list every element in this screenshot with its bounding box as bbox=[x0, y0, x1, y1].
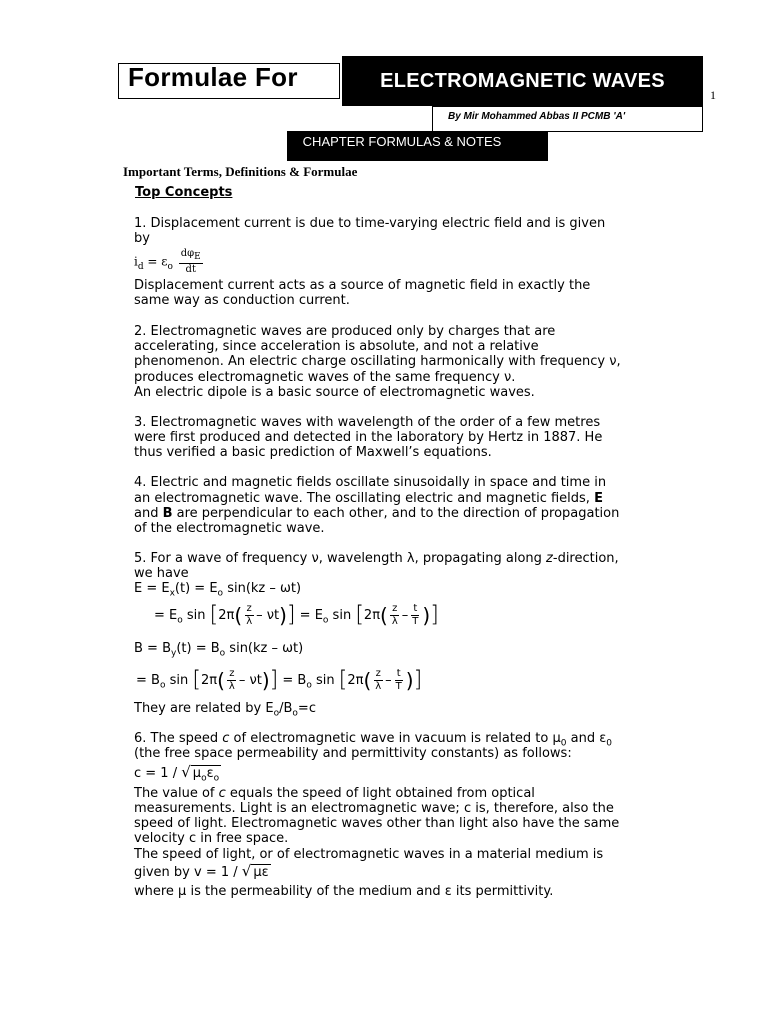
p2-line-3: phenomenon. An electric charge oscillating harmonically with frequency ν, bbox=[134, 354, 621, 369]
chapter-label: CHAPTER FORMULAS & NOTES bbox=[302, 134, 502, 149]
p3-line-2: were first produced and detected in the laboratory by Hertz in 1887. He bbox=[134, 430, 603, 445]
p6-line-8: given by v = 1 / √ με bbox=[134, 862, 269, 880]
p6-line-4: measurements. Light is an electromagnetic wave; c is, therefore, also the bbox=[134, 801, 614, 816]
p6-line-2: (the free space permeability and permittivity constants) as follows: bbox=[134, 746, 572, 761]
formula-e-field-1: $E = E_x(t) = E_o$ sin(kz – ωt) bbox=[134, 581, 302, 599]
p5-line-1: 5. For a wave of frequency ν, wavelength λ, propagating along z-direction, bbox=[134, 551, 619, 566]
formula-b-field-2: = $B_o$ sin [2π( $\frac{z}{\lambda}$ – $\nu t)] = B_o$ sin [2π( $\frac{z}{\lambda}$ – $\frac{t}{T}$ )] bbox=[136, 667, 423, 693]
p4-line-4: of the electromagnetic wave. bbox=[134, 521, 325, 536]
p1-line-4: same way as conduction current. bbox=[134, 293, 350, 308]
p2-line-5: An electric dipole is a basic source of electromagnetic waves. bbox=[134, 385, 535, 400]
p2-line-1: 2. Electromagnetic waves are produced only by charges that are bbox=[134, 324, 556, 339]
p6-line-5: speed of light. Electromagnetic waves other than light also have the same bbox=[134, 816, 620, 831]
p5-relation: They are related by $E_o/B_o=c$ bbox=[134, 701, 316, 719]
p6-line-9: where μ is the permeability of the medium and ε its permittivity. bbox=[134, 884, 554, 899]
p1-line-3: Displacement current acts as a source of magnetic field in exactly the bbox=[134, 278, 591, 293]
formula-speed-vacuum: c = 1 / √ $\mu_o\varepsilon_o$ bbox=[134, 763, 220, 784]
formula-e-field-2: = $E_o$ sin [2π( $\frac{z}{\lambda}$ – $\nu t)] = E_o$ sin [2π( $\frac{z}{\lambda}$ – $\frac{t}{T}$ )] bbox=[154, 602, 439, 628]
p6-line-6: velocity c in free space. bbox=[134, 831, 289, 846]
p2-line-2: accelerating, since acceleration is absolute, and not a relative bbox=[134, 339, 539, 354]
p6-line-1: 6. The speed c of electromagnetic wave in vacuum is related to $\mu_0$ and $\varepsilon_0$ bbox=[134, 731, 612, 749]
subsection-title: Top Concepts bbox=[135, 185, 233, 200]
p1-line-2: by bbox=[134, 231, 150, 246]
p3-line-3: thus verified a basic prediction of Maxwell’s equations. bbox=[134, 445, 492, 460]
title-left: Formulae For bbox=[128, 62, 298, 92]
author: By Mir Mohammed Abbas II PCMB 'A' bbox=[448, 111, 626, 122]
section-title: Important Terms, Definitions & Formulae bbox=[123, 164, 358, 179]
p2-line-4: produces electromagnetic waves of the same frequency ν. bbox=[134, 370, 516, 385]
p4-line-2: an electromagnetic wave. The oscillating electric and magnetic fields, E bbox=[134, 491, 603, 506]
p6-line-7: The speed of light, or of electromagnetic waves in a material medium is bbox=[134, 847, 604, 862]
p3-line-1: 3. Electromagnetic waves with wavelength of the order of a few metres bbox=[134, 415, 601, 430]
p4-line-3: and B are perpendicular to each other, and to the direction of propagation bbox=[134, 506, 620, 521]
p4-line-1: 4. Electric and magnetic fields oscillate sinusoidally in space and time in bbox=[134, 475, 607, 490]
p5-line-2: we have bbox=[134, 566, 189, 581]
title-right: ELECTROMAGNETIC WAVES bbox=[380, 70, 665, 92]
formula-b-field-1: $B = B_y(t) = B_o$ sin(kz – ωt) bbox=[134, 641, 304, 659]
formula-displacement-current: $i_d = \varepsilon_o$ $\frac{d\varphi_E}{dt}$ bbox=[134, 248, 201, 275]
p6-line-3: The value of c equals the speed of light obtained from optical bbox=[134, 786, 535, 801]
page-number: 1 bbox=[710, 88, 716, 102]
p1-line-1: 1. Displacement current is due to time-varying electric field and is given bbox=[134, 216, 606, 231]
